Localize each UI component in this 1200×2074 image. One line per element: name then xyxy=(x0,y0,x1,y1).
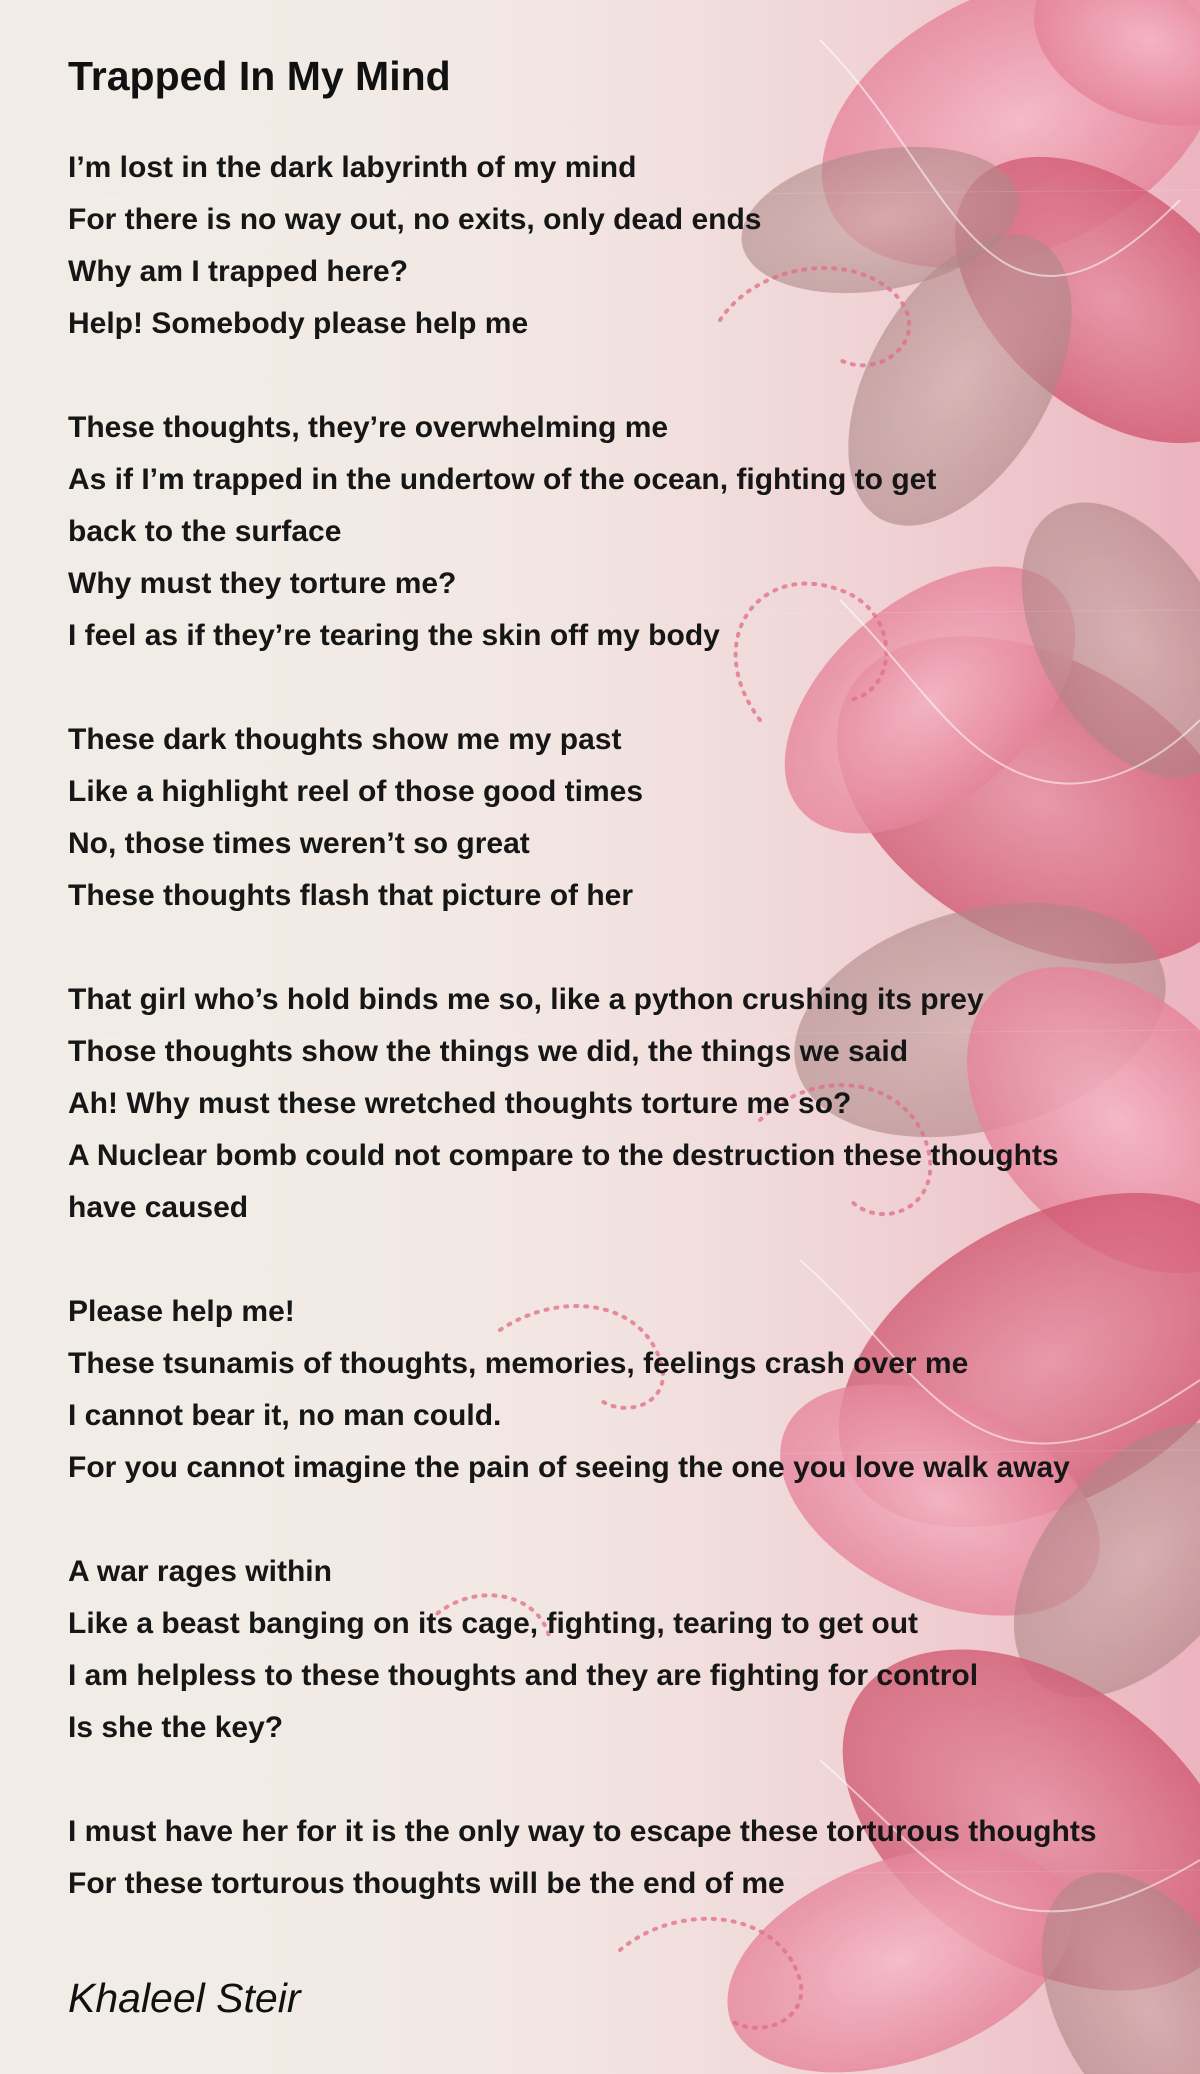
poem-line: Is she the key? xyxy=(68,1711,284,1744)
poem-line: Why must they torture me? xyxy=(68,567,457,600)
stanza-7 xyxy=(68,1806,1188,1910)
stanza-6 xyxy=(68,1546,1188,1754)
poem-line: A Nuclear bomb could not compare to the destruction these thoughts xyxy=(68,1139,1059,1172)
stanza-1 xyxy=(68,142,1188,350)
poem-line: Ah! Why must these wretched thoughts torture me so? xyxy=(68,1087,852,1120)
poem-line: As if I’m trapped in the undertow of the ocean, fighting to get xyxy=(68,463,937,496)
poem-title: Trapped In My Mind xyxy=(68,53,451,99)
stanza-5 xyxy=(68,1286,1188,1494)
poem-line: I feel as if they’re tearing the skin off my body xyxy=(68,619,720,652)
stanza-gap xyxy=(68,662,1188,714)
stanza-gap xyxy=(68,1234,1188,1286)
poem-line: Help! Somebody please help me xyxy=(68,307,529,340)
stanza-4 xyxy=(68,974,1188,1234)
poem-line: These thoughts flash that picture of her xyxy=(68,879,634,912)
poem-line: I’m lost in the dark labyrinth of my mind xyxy=(68,151,637,184)
stanza-3 xyxy=(68,714,1188,922)
stanza-gap xyxy=(68,922,1188,974)
poem-line: These tsunamis of thoughts, memories, feelings crash over me xyxy=(68,1347,969,1380)
poem-line: Like a highlight reel of those good times xyxy=(68,775,644,808)
poem-line: Those thoughts show the things we did, the things we said xyxy=(68,1035,909,1068)
poem-line: A war rages within xyxy=(68,1555,332,1588)
poem-line: Like a beast banging on its cage, fighting, tearing to get out xyxy=(68,1607,919,1640)
stanza-gap xyxy=(68,350,1188,402)
poem-line: I am helpless to these thoughts and they are fighting for control xyxy=(68,1659,979,1692)
poem-line: Please help me! xyxy=(68,1295,295,1328)
poem-line: For these torturous thoughts will be the end of me xyxy=(68,1867,785,1900)
poem-line: That girl who’s hold binds me so, like a python crushing its prey xyxy=(68,983,984,1016)
poem-line: These dark thoughts show me my past xyxy=(68,723,622,756)
poem-line: No, those times weren’t so great xyxy=(68,827,530,860)
poem-line: For you cannot imagine the pain of seeing the one you love walk away xyxy=(68,1451,1070,1484)
poem-body xyxy=(68,46,1188,1910)
stanza-gap xyxy=(68,1754,1188,1806)
poem-line: For there is no way out, no exits, only dead ends xyxy=(68,203,762,236)
poem-line: have caused xyxy=(68,1191,249,1224)
poem-line: back to the surface xyxy=(68,515,342,548)
poem-line: I must have her for it is the only way to escape these torturous thoughts xyxy=(68,1815,1097,1848)
poem-line: I cannot bear it, no man could. xyxy=(68,1399,502,1432)
stanza-2 xyxy=(68,402,1188,662)
poem-line: Why am I trapped here? xyxy=(68,255,409,288)
poem-line: These thoughts, they’re overwhelming me xyxy=(68,411,669,444)
stanza-gap xyxy=(68,1494,1188,1546)
poem-author: Khaleel Steir xyxy=(68,1975,301,2021)
